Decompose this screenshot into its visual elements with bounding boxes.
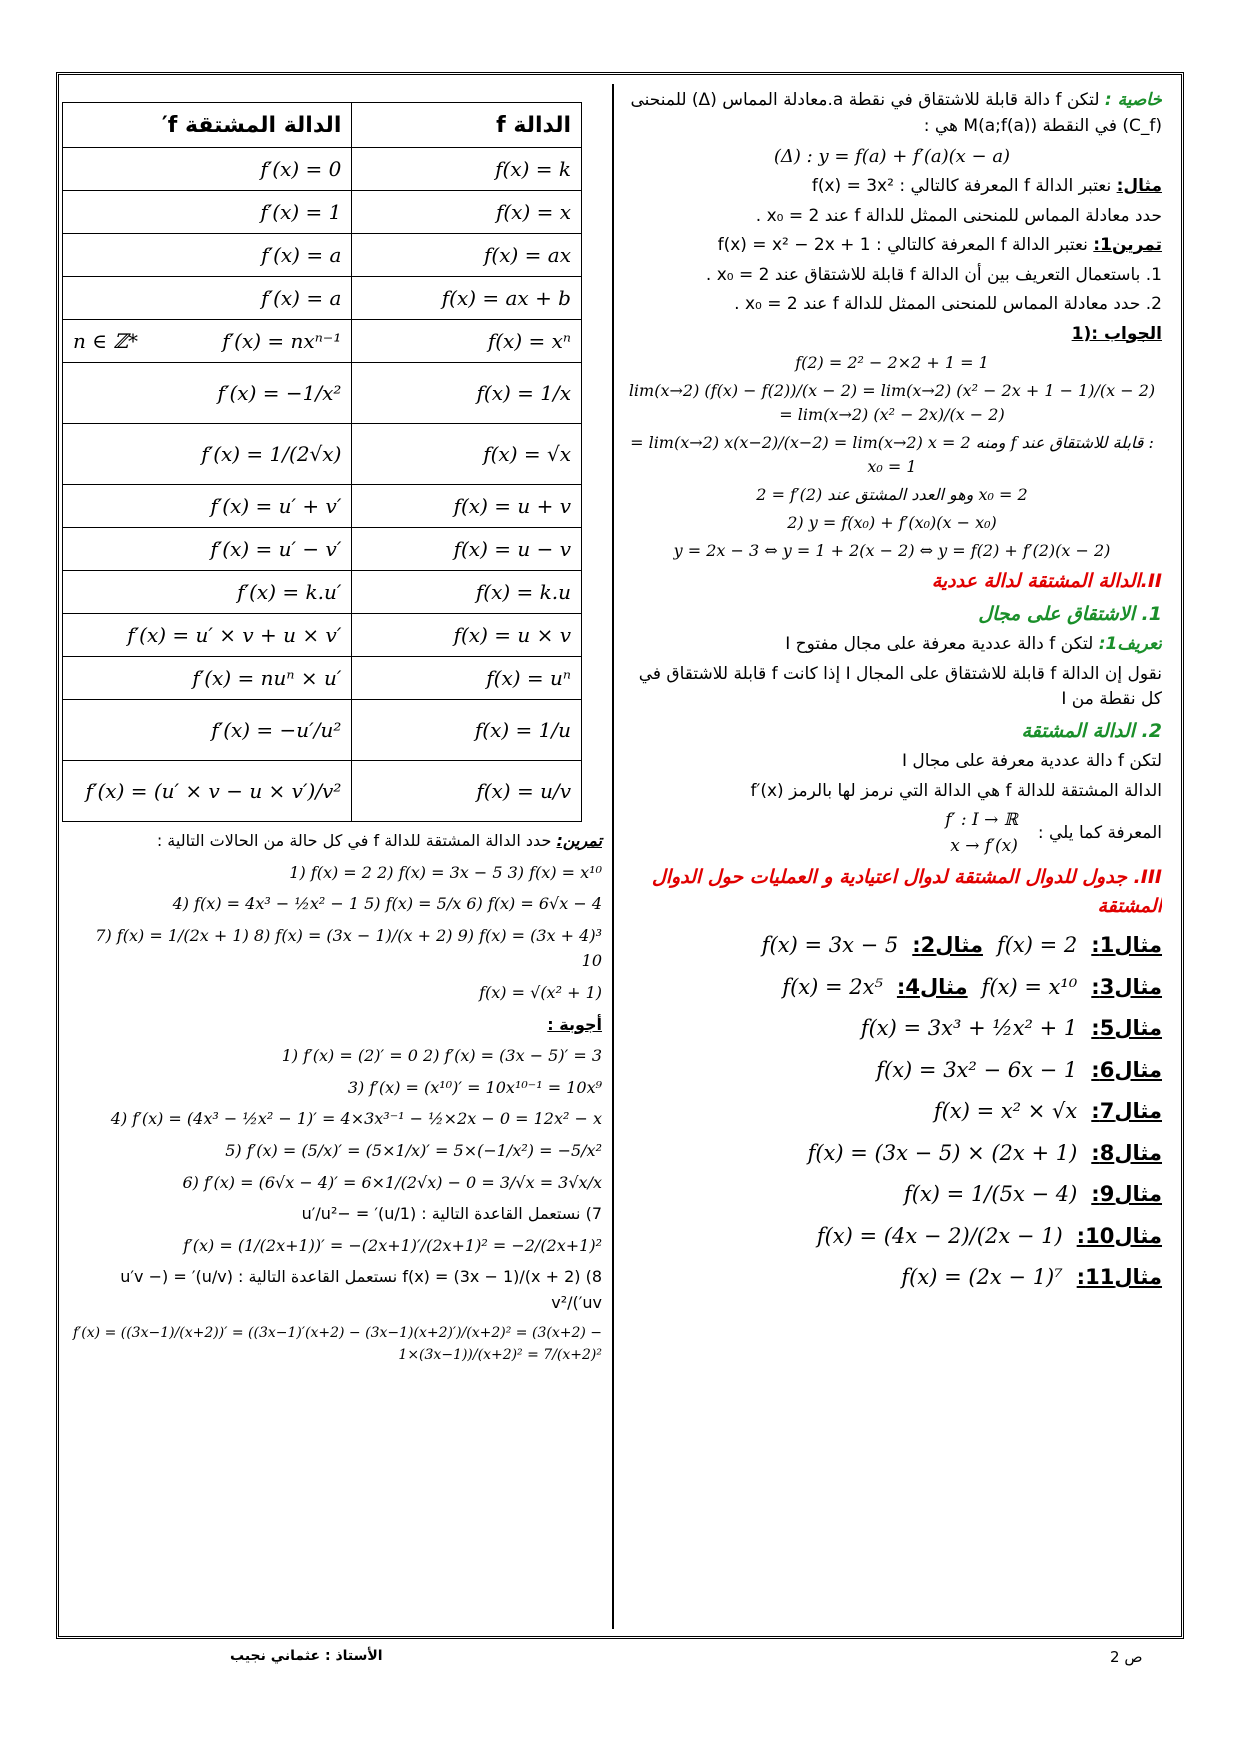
function-cell: f(x) = k.u xyxy=(352,571,582,614)
definition1-title: تعريف1: xyxy=(1098,634,1162,654)
derivative-cell xyxy=(63,320,352,363)
exercise-heading xyxy=(70,828,602,854)
derivatives-table xyxy=(62,102,582,822)
function-cell: f(x) = 1/x xyxy=(352,363,582,424)
section2-1-title: 1. الاشتقاق على مجال xyxy=(978,602,1162,625)
derivative-definition xyxy=(622,808,1162,859)
function-cell: f(x) = ax xyxy=(352,234,582,277)
exercise1-q1: 1. باستعمال التعريف بين أن الدالة f قابلة للاشتقاق عند x₀ = 2 . xyxy=(705,264,1162,285)
answer-4: 4) f′(x) = (4x³ − ½x² − 1)′ = 4×3x³⁻¹ − ½×2x − 0 = 12x² − x xyxy=(110,1109,602,1129)
right-column xyxy=(622,84,1162,1629)
function-cell: f(x) = x xyxy=(352,191,582,234)
section2-2-title: 2. الدالة المشتقة xyxy=(1021,719,1162,742)
example-label-10: مثال10: xyxy=(1076,1223,1162,1248)
exercise1-block xyxy=(622,233,1162,259)
table-row xyxy=(63,614,582,657)
table-row xyxy=(63,148,582,191)
function-cell: f(x) = u/v xyxy=(352,761,582,822)
example-label-4: مثال4: xyxy=(896,974,968,999)
exercise-block xyxy=(62,828,610,1366)
example-label-8: مثال8: xyxy=(1091,1140,1162,1165)
exercise-line-4: f(x) = √(x² + 1) xyxy=(479,982,602,1002)
table-header-row xyxy=(63,103,582,148)
example-row-1 xyxy=(622,930,1162,962)
exercise-line-3: 7) f(x) = 1/(2x + 1) 8) f(x) = (3x − 1)/(x + 2) 9) f(x) = (3x + 4)³ 10 xyxy=(95,925,602,971)
table-row xyxy=(63,191,582,234)
section2-2-text: لتكن f دالة عددية معرفة على مجال I xyxy=(901,751,1162,771)
answer-title xyxy=(622,322,1162,348)
left-column xyxy=(62,84,610,1629)
function-cell: f(x) = √x xyxy=(352,424,582,485)
example-row-7 xyxy=(622,1179,1162,1211)
example-label-7: مثال7: xyxy=(1091,1099,1162,1123)
example-func-9: f(x) = 1/(5x − 4) xyxy=(904,1182,1078,1206)
example-row-5 xyxy=(622,1096,1162,1128)
examples-list xyxy=(622,930,1162,1294)
example-func-5: f(x) = 3x³ + ½x² + 1 xyxy=(860,1016,1078,1040)
derivative-cell: f′(x) = nuⁿ × u′ xyxy=(63,657,352,700)
answer-8: f′(x) = ((3x−1)/(x+2))′ = ((3x−1)′(x+2) − (3x−1)(x+2)′)/(x+2)² = (3(x+2) − 1×(3x−1))/(x+2)² = 7/(x+2)² xyxy=(72,1324,602,1363)
exercise1-q2: 2. حدد معادلة المماس للمنحنى الممثل للدالة f عند x₀ = 2 . xyxy=(734,294,1162,314)
answers-title: أجوبة : xyxy=(547,1014,602,1034)
derivative-def-map xyxy=(945,808,1018,859)
example-row-6 xyxy=(622,1138,1162,1170)
derivative-def-b: x → f′(x) xyxy=(950,835,1018,856)
derivative-cell: f′(x) = −u′/u² xyxy=(63,700,352,761)
example-label-1: مثال1: xyxy=(1091,933,1162,957)
answer-7-rule: 7) نستعمل القاعدة التالية : (1/u)′ = −u′/u² xyxy=(301,1204,602,1224)
table-row xyxy=(63,761,582,822)
derivative-def-label: المعرفة كما يلي : xyxy=(1037,822,1162,843)
example-title: مثال: xyxy=(1116,176,1162,196)
definition1-text: لتكن f دالة عددية معرفة على مجال مفتوح I xyxy=(785,634,1094,654)
example-task: حدد معادلة المماس للمنحنى الممثل للدالة f عند x₀ = 2 . xyxy=(755,205,1162,226)
example-text: نعتبر الدالة f المعرفة كالتالي : f(x) = 3x² xyxy=(811,176,1112,196)
derivative-cell: f′(x) = 1/(2√x) xyxy=(63,424,352,485)
table-row xyxy=(63,234,582,277)
table-row xyxy=(63,657,582,700)
property-title: خاصية : xyxy=(1104,90,1162,110)
derivative-cell: f′(x) = u′ + v′ xyxy=(63,485,352,528)
example-func-11: f(x) = (2x − 1)⁷ xyxy=(901,1265,1063,1289)
definition1-block xyxy=(622,632,1162,658)
exercise-text: حدد الدالة المشتقة للدالة f في كل حالة من الحالات التالية : xyxy=(156,831,552,850)
example-row-8 xyxy=(622,1221,1162,1253)
example-block xyxy=(622,174,1162,200)
section3-title: III. جدول للدوال المشتقة لدوال اعتيادية و العمليات حول الدوال المشتقة xyxy=(651,866,1162,917)
function-cell: f(x) = u + v xyxy=(352,485,582,528)
function-cell: f(x) = ax + b xyxy=(352,277,582,320)
derivative-cell: f′(x) = k.u′ xyxy=(63,571,352,614)
function-cell: f(x) = k xyxy=(352,148,582,191)
table-row xyxy=(63,363,582,424)
function-cell: f(x) = uⁿ xyxy=(352,657,582,700)
example-row-2 xyxy=(622,972,1162,1004)
tangent-equation: (Δ) : y = f(a) + f′(a)(x − a) xyxy=(773,146,1011,167)
derivative-cell: f′(x) = (u′ × v − u × v′)/v² xyxy=(63,761,352,822)
section2-2-text2: الدالة المشتقة للدالة f هي الدالة التي نرمز لها بالرمز f′(x) xyxy=(750,780,1162,801)
answer-line-1: f(2) = 2² − 2×2 + 1 = 1 xyxy=(795,353,989,372)
example-func-4: f(x) = 2x⁵ xyxy=(782,974,883,999)
function-cell: f(x) = xⁿ xyxy=(352,320,582,363)
answer-line-5: 2) y = f(x₀) + f′(x₀)(x − x₀) xyxy=(787,513,997,532)
example-func-10: f(x) = (4x − 2)/(2x − 1) xyxy=(816,1223,1063,1248)
answers-heading xyxy=(70,1012,602,1038)
derivative-cell: f′(x) = u′ − v′ xyxy=(63,528,352,571)
example-label-3: مثال3: xyxy=(1091,974,1162,999)
table-row xyxy=(63,700,582,761)
page-number: ص 2 xyxy=(1110,1648,1143,1666)
answer-5: 5) f′(x) = (5/x)′ = (5×1/x)′ = 5×(−1/x²) = −5/x² xyxy=(225,1140,602,1160)
property-block xyxy=(622,88,1162,139)
answer-7: f′(x) = (1/(2x+1))′ = −(2x+1)′/(2x+1)² = −2/(2x+1)² xyxy=(183,1235,602,1255)
derivative-def-a: f′ : I → ℝ xyxy=(945,810,1018,830)
derivative-cell: f′(x) = 1 xyxy=(63,191,352,234)
table-row xyxy=(63,528,582,571)
function-cell: f(x) = u − v xyxy=(352,528,582,571)
table-header-derivative: الدالة المشتقة f′ xyxy=(63,103,352,148)
derivative-cell: f′(x) = 0 xyxy=(63,148,352,191)
example-row-9 xyxy=(622,1262,1162,1294)
example-func-7: f(x) = x² × √x xyxy=(933,1099,1078,1123)
example-func-2: f(x) = 3x − 5 xyxy=(761,933,899,957)
example-func-6: f(x) = 3x² − 6x − 1 xyxy=(876,1057,1078,1082)
exercise1-text: نعتبر الدالة f المعرفة كالتالي : f(x) = x² − 2x + 1 xyxy=(717,235,1088,255)
answer-6: 6) f′(x) = (6√x − 4)′ = 6×1/(2√x) − 0 = 3/√x = 3√x/x xyxy=(182,1172,602,1192)
exercise-line-1: 1) f(x) = 2 2) f(x) = 3x − 5 3) f(x) = x¹⁰ xyxy=(289,862,602,882)
example-row-4 xyxy=(622,1055,1162,1087)
answer-title-text: الجواب :(1 xyxy=(1071,323,1162,344)
exercise-line-2: 4) f(x) = 4x³ − ½x² − 1 5) f(x) = 5/x 6) f(x) = 6√x − 4 xyxy=(172,894,602,914)
teacher-name: الأستاذ : عثماني نجيب xyxy=(230,1648,383,1664)
example-label-9: مثال9: xyxy=(1091,1182,1162,1206)
derivative-cell: f′(x) = −1/x² xyxy=(63,363,352,424)
property-text: لتكن f دالة قابلة للاشتقاق في نقطة a.معادلة المماس (Δ) للمنحنى (C_f) في النقطة M(a;f(a)) هي : xyxy=(630,90,1162,136)
table-row xyxy=(63,277,582,320)
table-row xyxy=(63,485,582,528)
table-row xyxy=(63,571,582,614)
answer-3: 3) f′(x) = (x¹⁰)′ = 10x¹⁰⁻¹ = 10x⁹ xyxy=(347,1077,602,1097)
function-cell: f(x) = u × v xyxy=(352,614,582,657)
derivative-formula: f′(x) = nxⁿ⁻¹ xyxy=(222,329,342,353)
answer-line-6: y = 2x − 3 ⇔ y = 1 + 2(x − 2) ⇔ y = f(2) + f′(2)(x − 2) xyxy=(673,541,1111,560)
answer-8-rule: 8) f(x) = (3x − 1)/(x + 2) نستعمل القاعدة التالية : (u/v)′ = (u′v − uv′)/v² xyxy=(120,1267,602,1312)
answer-line-4: 2 = f′(2) وهو العدد المشتق عند x₀ = 2 xyxy=(756,485,1028,504)
function-cell: f(x) = 1/u xyxy=(352,700,582,761)
exercise1-title: تمرين1: xyxy=(1093,235,1162,255)
table-header-function: الدالة f xyxy=(352,103,582,148)
example-label-6: مثال6: xyxy=(1091,1057,1162,1082)
derivative-cell: f′(x) = u′ × v + u × v′ xyxy=(63,614,352,657)
table-row xyxy=(63,320,582,363)
example-func-8: f(x) = (3x − 5) × (2x + 1) xyxy=(807,1140,1078,1165)
column-divider xyxy=(612,84,614,1629)
answer-line-2: lim(x→2) (f(x) − f(2))/(x − 2) = lim(x→2) (x² − 2x + 1 − 1)/(x − 2) = lim(x→2) (x² − 2x)/(x − 2) xyxy=(628,381,1156,424)
table-row xyxy=(63,424,582,485)
example-row-3 xyxy=(622,1013,1162,1045)
derivative-note: n ∈ ℤ* xyxy=(73,329,138,353)
answer-1: 1) f′(x) = (2)′ = 0 2) f′(x) = (3x − 5)′ = 3 xyxy=(281,1046,602,1066)
example-label-5: مثال5: xyxy=(1091,1016,1162,1040)
example-func-3: f(x) = x¹⁰ xyxy=(981,974,1078,999)
example-label-11: مثال11: xyxy=(1076,1265,1162,1289)
example-label-2: مثال2: xyxy=(912,933,983,957)
derivative-cell: f′(x) = a xyxy=(63,234,352,277)
derivative-cell: f′(x) = a xyxy=(63,277,352,320)
section2-title: II.الدالة المشتقة لدالة عددية xyxy=(931,570,1162,592)
answer-line-3: = lim(x→2) x(x−2)/(x−2) = lim(x→2) x = 2 ومنه f قابلة للاشتقاق عند : x₀ = 1 xyxy=(630,433,1154,476)
exercise-title: تمرين: xyxy=(556,831,602,850)
definition1-text2: نقول إن الدالة f قابلة للاشتقاق على المجال I إذا كانت f قابلة للاشتقاق في كل نقطة من I xyxy=(638,663,1162,709)
example-func-1: f(x) = 2 xyxy=(996,933,1078,957)
